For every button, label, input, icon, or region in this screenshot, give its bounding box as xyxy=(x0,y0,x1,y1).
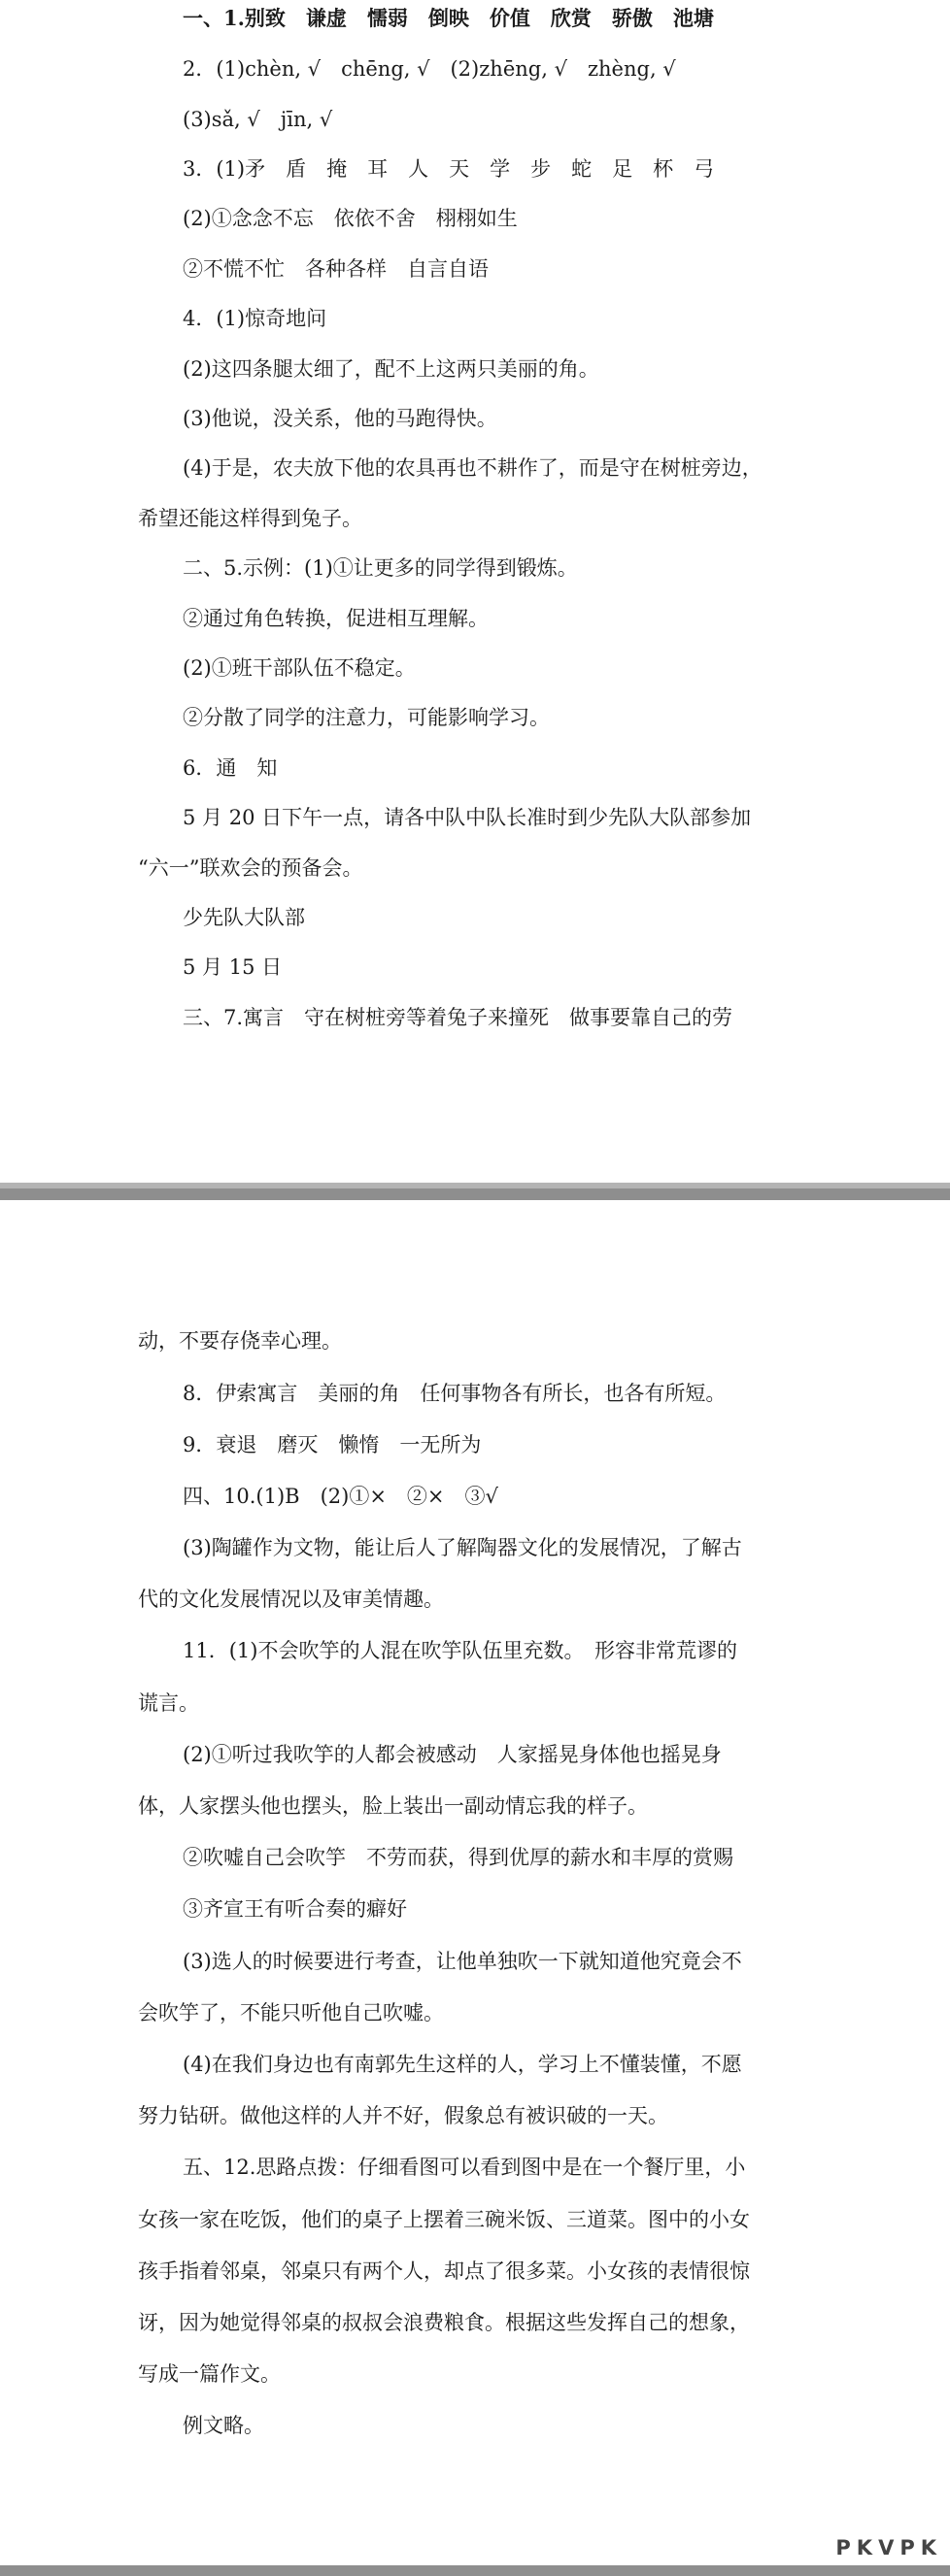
answer-line: 5 月 15 日 xyxy=(183,955,283,979)
answer-line: 谎言。 xyxy=(138,1691,199,1715)
answer-line: ②不慌不忙 各种各样 自言自语 xyxy=(183,257,489,281)
answer-line: 体，人家摆头他也摆头，脸上装出一副动情忘我的样子。 xyxy=(138,1794,648,1818)
answer-line: 4．(1)惊奇地问 xyxy=(183,307,327,330)
answer-line: 11．(1)不会吹竽的人混在吹竽队伍里充数。 形容非常荒谬的 xyxy=(183,1639,737,1662)
answer-line: (2)这四条腿太细了，配不上这两只美丽的角。 xyxy=(183,357,599,381)
answer-line: 一、1.别致 谦虚 懦弱 倒映 价值 欣赏 骄傲 池塘 xyxy=(183,6,714,30)
answer-line: (2)①念念不忘 依依不舍 栩栩如生 xyxy=(183,207,518,230)
answer-line: (3)他说，没关系，他的马跑得快。 xyxy=(183,407,497,430)
answer-line: 2．(1)chèn, √ chēng, √ (2)zhēng, √ zhèng, √ xyxy=(183,57,676,81)
answer-line: (3)sǎ, √ jīn, √ xyxy=(183,108,333,131)
answer-line: ②吹嘘自己会吹竽 不劳而获，得到优厚的薪水和丰厚的赏赐 xyxy=(183,1846,733,1869)
answer-line: 希望还能这样得到兔子。 xyxy=(138,507,362,530)
page-bottom-band xyxy=(0,2565,950,2576)
answer-line: (2)①听过我吹竽的人都会被感动 人家摇晃身体他也摇晃身 xyxy=(183,1743,722,1766)
answer-line: “六一”联欢会的预备会。 xyxy=(138,856,363,880)
answer-line: 努力钻研。做他这样的人并不好，假象总有被识破的一天。 xyxy=(138,2104,668,2127)
answer-line: 代的文化发展情况以及审美情趣。 xyxy=(138,1588,444,1611)
answer-line: 四、10.(1)B (2)①× ②× ③√ xyxy=(183,1485,498,1508)
answer-line: 写成一篇作文。 xyxy=(138,2362,281,2386)
answer-line: (3)选人的时候要进行考查，让他单独吹一下就知道他究竟会不 xyxy=(183,1950,742,1973)
answer-line: (2)①班干部队伍不稳定。 xyxy=(183,656,416,680)
answer-line: 少先队大队部 xyxy=(183,906,305,929)
answer-line: ③齐宣王有听合奏的癖好 xyxy=(183,1897,407,1921)
answer-line: 5 月 20 日下午一点，请各中队中队长准时到少先队大队部参加 xyxy=(183,806,752,829)
answer-line: 6．通 知 xyxy=(183,756,278,780)
answer-line: 讶，因为她觉得邻桌的叔叔会浪费粮食。根据这些发挥自己的想象， xyxy=(138,2311,750,2334)
answer-line: 三、7.寓言 守在树桩旁等着兔子来撞死 做事要靠自己的劳 xyxy=(183,1006,733,1029)
page-separator xyxy=(0,1188,950,1200)
answer-line: 二、5.示例：(1)①让更多的同学得到锻炼。 xyxy=(183,556,578,580)
answer-line: ②分散了同学的注意力，可能影响学习。 xyxy=(183,706,550,729)
answer-line: (4)于是，农夫放下他的农具再也不耕作了，而是守在树桩旁边， xyxy=(183,456,763,480)
answer-line: ②通过角色转换，促进相互理解。 xyxy=(183,607,489,630)
answer-line: 例文略。 xyxy=(183,2414,264,2437)
answer-line: 3．(1)矛 盾 掩 耳 人 天 学 步 蛇 足 杯 弓 xyxy=(183,157,715,181)
answer-line: 动，不要存侥幸心理。 xyxy=(138,1329,342,1353)
answer-line: 孩手指着邻桌，邻桌只有两个人，却点了很多菜。小女孩的表情很惊 xyxy=(138,2259,750,2283)
answer-line: 9．衰退 磨灭 懒惰 一无所为 xyxy=(183,1433,482,1456)
answer-line: (3)陶罐作为文物，能让后人了解陶器文化的发展情况，了解古 xyxy=(183,1536,742,1559)
answer-line: (4)在我们身边也有南郭先生这样的人，学习上不懂装懂，不愿 xyxy=(183,2053,742,2076)
answer-line: 五、12.思路点拨：仔细看图可以看到图中是在一个餐厅里，小 xyxy=(183,2156,746,2179)
watermark: PKVPK xyxy=(835,2536,942,2559)
answer-line: 会吹竽了，不能只听他自己吹嘘。 xyxy=(138,2001,444,2024)
answer-line: 女孩一家在吃饭，他们的桌子上摆着三碗米饭、三道菜。图中的小女 xyxy=(138,2208,750,2231)
answer-line: 8．伊索寓言 美丽的角 任何事物各有所长，也各有所短。 xyxy=(183,1382,727,1405)
